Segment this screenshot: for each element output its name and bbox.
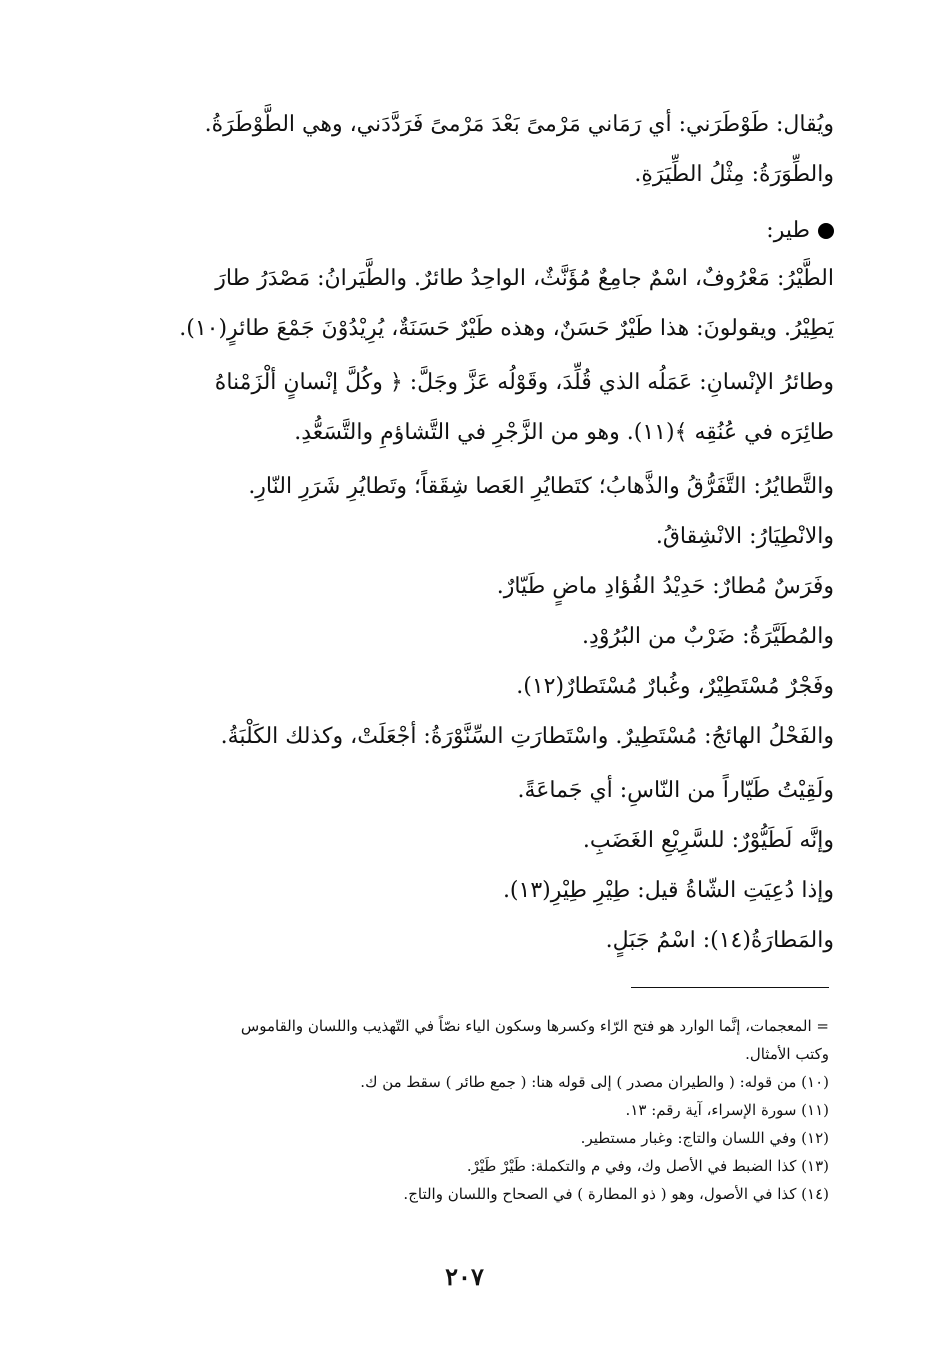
text-line: يَطِيْرُ. ويقولونَ: هذا طَيْرٌ حَسَنٌ، وهذه طَيْرٌ حَسَنَةٌ، يُرِيْدُوْنَ جَمْعَ طائرٍ(١٠).: [179, 316, 834, 341]
text-line: وإنَّه لَطَيُّوْرٌ: للسَّرِيْعِ الغَضَبِ.: [582, 828, 834, 853]
footnote-separator: [631, 987, 829, 988]
text-line: وإذا دُعِيَتِ الشّاةُ قيل: طِيْرِ طِيْرِ(١٣).: [502, 878, 834, 903]
footnote-12: (١٢) وفي اللسان والتاج: وغبار مستطير.: [580, 1129, 829, 1147]
text-line: والطِّوَرَةُ: مِثْلُ الطِّيَرَةِ.: [634, 162, 834, 187]
text-line: ويُقال: طَوْطَرَني: أي رَمَاني مَرْمىً بَعْدَ مَرْمىً فَرَدَّدَني، وهي الطَّوْطَرَةُ.: [204, 112, 834, 137]
footnote-14: (١٤) كذا في الأصول، وهو ( ذو المطارة ) في الصحاح واللسان والتاج.: [403, 1185, 829, 1203]
text-line: والمُطَيَّرَةُ: ضَرْبٌ من البُرُوْدِ.: [582, 624, 834, 649]
text-line: الطَّيْرُ: مَعْرُوفٌ، اسْمٌ جامِعٌ مُؤَنَّثٌ، الواحِدُ طائرٌ. والطَّيَرانُ: مَصْدَرُ طارَ: [215, 266, 834, 291]
page-number: ٢٠٧: [445, 1262, 484, 1291]
footnote-11: (١١) سورة الإسراء، آية رقم: ١٣.: [625, 1101, 829, 1119]
text-line: والفَحْلُ الهائجُ: مُسْتَطِيرٌ. واسْتَطارَتِ السِّنَّوْرَةُ: أجْعَلَتْ، وكذلك الكَلْبَةُ.: [220, 724, 834, 749]
entry-heading: [99, 208, 834, 254]
footnote-line: = المعجمات، إنَّما الوارد هو فتح الرّاء وكسرها وسكون الياء نصّاً في التّهذيب واللسان والقاموس: [240, 1017, 829, 1035]
entry-heading-label: طير:: [766, 218, 810, 243]
text-line: وفَجْرٌ مُسْتَطِيْرٌ، وغُبارٌ مُسْتَطارٌ(١٢).: [516, 674, 834, 699]
text-line: ولَقِيْتُ طَيّاراً من النّاسِ: أي جَماعَةً.: [517, 778, 834, 803]
text-line: والانْطِيَارُ: الانْشِقاقُ.: [655, 524, 834, 549]
footnotes: [94, 1012, 829, 1208]
footnote-13: (١٣) كذا الضبط في الأصل وك، وفي م والتكملة: طَيْرْ طَيْرْ.: [466, 1157, 829, 1175]
bullet-icon: [818, 223, 834, 239]
text-line: والمَطارَةُ(١٤): اسْمُ جَبَلٍ.: [605, 928, 834, 953]
text-line: والتَّطايُرُ: التَّفَرُّقُ والذَّهابُ؛ كتَطايُرِ العَصا شِقَقاً؛ وتَطايُرِ شَرَرِ النّارِ.: [248, 474, 834, 499]
main-text: [99, 100, 834, 966]
text-line: وفَرَسٌ مُطارٌ: حَدِيْدُ الفُؤادِ ماضٍ طَيّارٌ.: [496, 574, 834, 599]
text-line: وطائرُ الإنْسانِ: عَمَلُه الذي قُلِّدَ، وقَوْلُه عَزَّ وجَلَّ: ﴿ وكُلَّ إنْسانٍ ألْزَمْناهُ: [214, 370, 834, 395]
footnote-10: (١٠) من قوله: ( والطيران مصدر ) إلى قوله هنا: ( جمع طائر ) سقط من ك.: [360, 1073, 829, 1091]
footnote-line: وكتب الأمثال.: [745, 1045, 829, 1063]
text-line: طائِرَه في عُنُقِه ﴾(١١). وهو من الزَّجْرِ في التَّشاؤمِ والتَّسَعُّدِ.: [294, 420, 834, 445]
